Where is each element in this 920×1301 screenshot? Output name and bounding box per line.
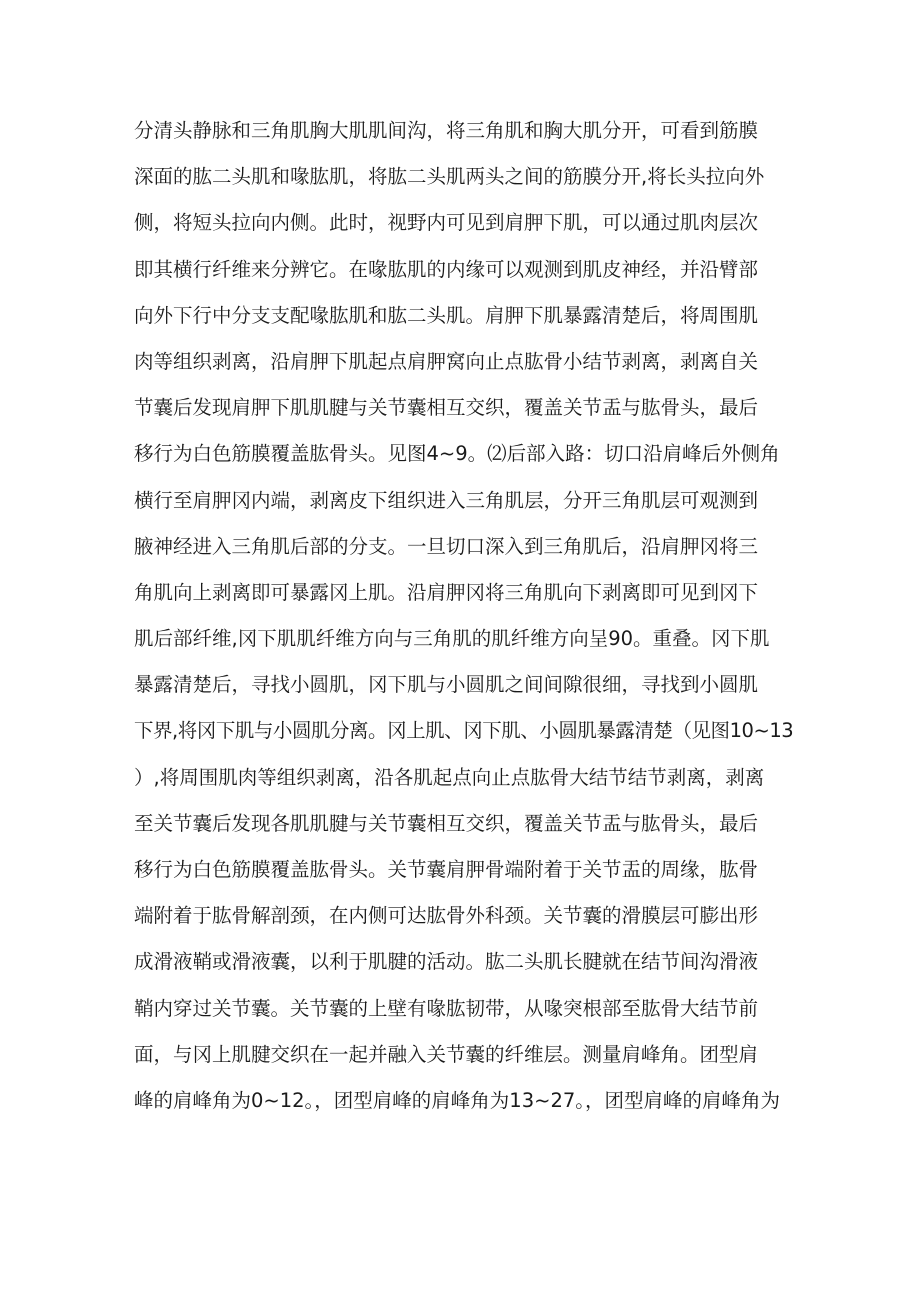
- text-line: 横行至肩胛冈内端，剥离皮下组织进入三角肌层，分开三角肌层可观测到: [134, 488, 759, 512]
- text-line: 移行为白色筋膜覆盖肱骨头。见图4~9。⑵后部入路：切口沿肩峰后外侧角: [134, 442, 780, 466]
- text-line: 成滑液鞘或滑液囊，以利于肌腱的活动。肱二头肌长腱就在结节间沟滑液: [134, 950, 759, 974]
- text-line: 节囊后发现肩胛下肌肌腱与关节囊相互交织，覆盖关节盂与肱骨头，最后: [134, 396, 759, 420]
- text-line: 端附着于肱骨解剖颈，在内侧可达肱骨外科颈。关节囊的滑膜层可膨出形: [134, 904, 759, 928]
- text-line: 面，与冈上肌腱交织在一起并融入关节囊的纤维层。测量肩峰角。团型肩: [134, 1042, 759, 1066]
- text-line: 鞘内穿过关节囊。关节囊的上壁有喙肱韧带，从喙突根部至肱骨大结节前: [134, 996, 759, 1020]
- text-line: 即其横行纤维来分辨它。在喙肱肌的内缘可以观测到肌皮神经，并沿臂部: [134, 257, 759, 281]
- text-line: 肉等组织剥离，沿肩胛下肌起点肩胛窝向止点肱骨小结节剥离，剥离自关: [134, 349, 759, 373]
- text-line: 下界,将冈下肌与小圆肌分离。冈上肌、冈下肌、小圆肌暴露清楚（见图10~13: [134, 719, 794, 743]
- text-line: 侧，将短头拉向内侧。此时，视野内可见到肩胛下肌，可以通过肌肉层次: [134, 211, 759, 235]
- text-line: ）,将周围肌肉等组织剥离，沿各肌起点向止点肱骨大结节结节剥离，剥离: [134, 765, 765, 789]
- text-line: 峰的肩峰角为0~12。，团型肩峰的肩峰角为13~27。，团型肩峰的肩峰角为: [134, 1088, 781, 1112]
- text-line: 至关节囊后发现各肌肌腱与关节囊相互交织，覆盖关节盂与肱骨头，最后: [134, 811, 759, 835]
- text-line: 深面的肱二头肌和喙肱肌，将肱二头肌两头之间的筋膜分开,将长头拉向外: [134, 165, 765, 189]
- text-line: 移行为白色筋膜覆盖肱骨头。关节囊肩胛骨端附着于关节盂的周缘，肱骨: [134, 858, 759, 881]
- text-line: 肌后部纤维,冈下肌肌纤维方向与三角肌的肌纤维方向呈90。重叠。冈下肌: [134, 627, 770, 651]
- text-line: 暴露清楚后，寻找小圆肌，冈下肌与小圆肌之间间隙很细，寻找到小圆肌: [134, 673, 759, 697]
- text-line: 分清头静脉和三角肌胸大肌肌间沟，将三角肌和胸大肌分开，可看到筋膜: [134, 119, 759, 142]
- body-text: [134, 108, 794, 1124]
- text-line: 角肌向上剥离即可暴露冈上肌。沿肩胛冈将三角肌向下剥离即可见到冈下: [134, 580, 759, 604]
- text-line: 向外下行中分支支配喙肱肌和肱二头肌。肩胛下肌暴露清楚后，将周围肌: [134, 303, 759, 327]
- text-line: 腋神经进入三角肌后部的分支。一旦切口深入到三角肌后，沿肩胛冈将三: [134, 534, 759, 558]
